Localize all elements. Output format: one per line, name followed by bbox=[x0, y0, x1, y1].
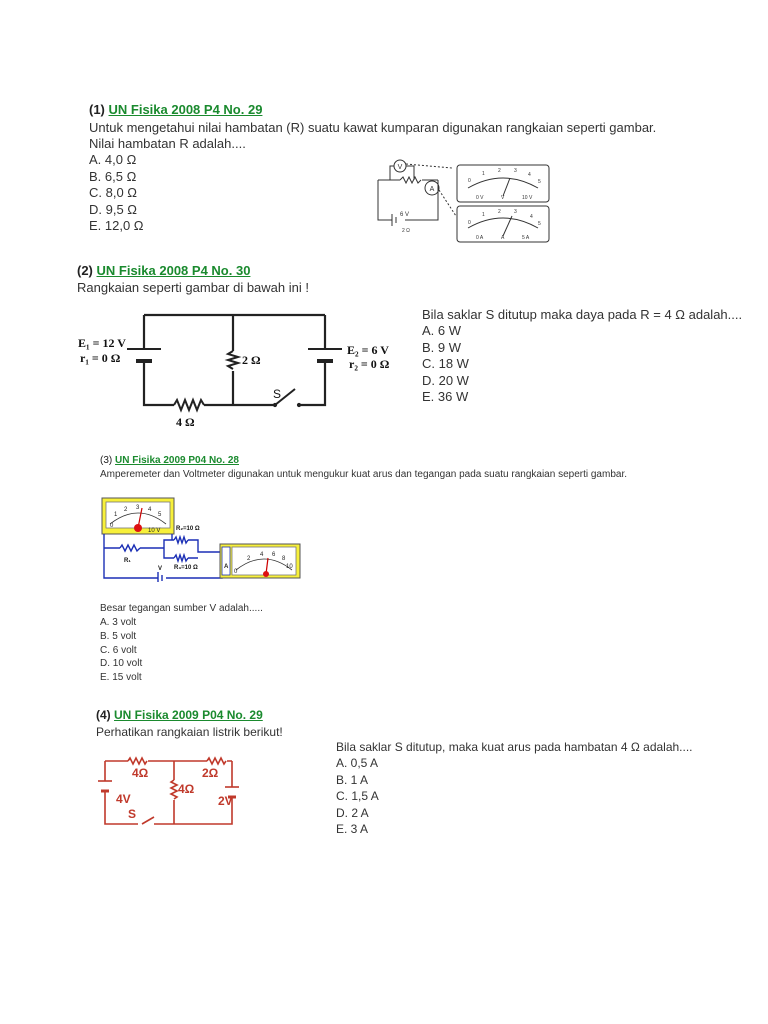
q4-heading bbox=[96, 707, 263, 724]
q1-option-e[interactable]: E. 12,0 Ω bbox=[89, 218, 144, 233]
q1-source-resistance: 2 Ω bbox=[402, 228, 410, 234]
q2-circuit-figure bbox=[70, 305, 410, 433]
q3-number: (3) bbox=[100, 455, 113, 466]
q4-number: (4) bbox=[96, 708, 111, 722]
q4-intro: Perhatikan rangkaian listrik berikut! bbox=[96, 725, 283, 739]
q3-vtick-1: 1 bbox=[114, 512, 118, 518]
q1-vtick-4: 4 bbox=[528, 172, 531, 178]
q3-r2-label: R₂=10 Ω bbox=[176, 526, 200, 532]
q3-ameter-symbol: A bbox=[224, 564, 229, 570]
q3-options bbox=[100, 616, 142, 685]
q2-source-link[interactable]: UN Fisika 2008 P4 No. 30 bbox=[96, 263, 251, 278]
q2-options bbox=[422, 323, 469, 406]
q1-atick-4: 4 bbox=[530, 214, 533, 220]
q3-circuit-figure bbox=[100, 496, 302, 582]
q1-vmeter-range-right: 10 V bbox=[522, 195, 533, 201]
q2-r2-label: r₂ = 0 Ω bbox=[349, 357, 390, 371]
q2-heading bbox=[77, 263, 250, 280]
q3-source-link[interactable]: UN Fisika 2009 P04 No. 28 bbox=[115, 455, 239, 466]
q2-intro: Rangkaian seperti gambar di bawah ini ! bbox=[77, 280, 309, 295]
q2-resistor-4ohm bbox=[174, 400, 204, 410]
q1-vtick-2: 2 bbox=[498, 168, 501, 174]
q4-option-a[interactable]: A. 0,5 A bbox=[336, 756, 379, 770]
q2-option-a[interactable]: A. 6 W bbox=[422, 323, 462, 338]
q3-wire-loop bbox=[104, 534, 222, 578]
q4-option-c[interactable]: C. 1,5 A bbox=[336, 789, 379, 803]
q3-option-d[interactable]: D. 10 volt bbox=[100, 658, 143, 670]
q2-switch-label: S bbox=[273, 387, 282, 401]
q3-question: Besar tegangan sumber V adalah..... bbox=[100, 603, 263, 614]
q1-atick-1: 1 bbox=[482, 212, 485, 218]
q1-circuit-figure bbox=[360, 158, 555, 244]
q2-option-d[interactable]: D. 20 W bbox=[422, 372, 469, 388]
q1-vtick-3: 3 bbox=[514, 168, 517, 174]
q3-voltmeter-pivot bbox=[134, 524, 142, 532]
q3-battery bbox=[158, 572, 162, 582]
q4-circuit-figure bbox=[98, 755, 240, 827]
q2-resistor-2ohm bbox=[228, 351, 238, 369]
q1-vtick-5: 5 bbox=[538, 179, 541, 185]
q3-atick-4: 4 bbox=[260, 552, 264, 558]
q3-atick-6: 6 bbox=[272, 552, 276, 558]
q1-voltmeter-needle bbox=[503, 178, 510, 196]
q1-ameter-label: A bbox=[501, 235, 505, 241]
q4-options bbox=[336, 755, 379, 838]
q1-source-voltage: 6 V bbox=[400, 212, 410, 218]
q4-resistor-4ohm-top bbox=[128, 758, 147, 764]
q3-r3-label: R₃=10 Ω bbox=[174, 565, 198, 571]
q3-ammeter-pivot bbox=[263, 571, 269, 577]
q1-option-a[interactable]: A. 4,0 Ω bbox=[89, 152, 137, 167]
q2-option-b[interactable]: B. 9 W bbox=[422, 339, 462, 355]
q4-r-mid-label: 4Ω bbox=[178, 782, 195, 796]
q3-option-b[interactable]: B. 5 volt bbox=[100, 630, 137, 642]
q1-vtick-1: 1 bbox=[482, 171, 485, 177]
q3-vtick-2: 2 bbox=[124, 507, 128, 513]
q3-atick-2: 2 bbox=[247, 556, 251, 562]
q1-text-line1: Untuk mengetahui nilai hambatan (R) suatu kawat kumparan digunakan rangkaian seperti gambar. bbox=[89, 120, 657, 135]
q1-option-d[interactable]: D. 9,5 Ω bbox=[89, 201, 138, 217]
q4-option-d[interactable]: D. 2 A bbox=[336, 805, 369, 820]
q4-v-right-label: 2V bbox=[218, 794, 233, 808]
q4-source-link[interactable]: UN Fisika 2009 P04 No. 29 bbox=[114, 708, 263, 722]
q4-v-left-label: 4V bbox=[116, 792, 131, 806]
q1-battery bbox=[392, 214, 396, 226]
q3-vtick-5: 5 bbox=[158, 512, 162, 518]
q1-option-c[interactable]: C. 8,0 Ω bbox=[89, 185, 138, 200]
q2-r1-label: r₁ = 0 Ω bbox=[80, 351, 121, 365]
q4-option-e[interactable]: E. 3 A bbox=[336, 822, 369, 836]
q1-atick-3: 3 bbox=[514, 209, 517, 215]
q2-e2-label: E₂ = 6 V bbox=[347, 343, 389, 357]
q4-option-b[interactable]: B. 1 A bbox=[336, 772, 369, 787]
q3-vmeter-zero: 0 bbox=[110, 523, 114, 529]
q4-resistor-2ohm bbox=[207, 758, 226, 764]
q1-ammeter-needle bbox=[503, 216, 512, 236]
q3-option-a[interactable]: A. 3 volt bbox=[100, 617, 137, 628]
q1-option-b[interactable]: B. 6,5 Ω bbox=[89, 168, 137, 184]
q2-option-e[interactable]: E. 36 W bbox=[422, 389, 469, 404]
q3-atick-8: 8 bbox=[282, 556, 286, 562]
q3-option-c[interactable]: C. 6 volt bbox=[100, 644, 137, 656]
q4-resistor-4ohm-mid bbox=[171, 780, 177, 799]
q3-resistor-r3 bbox=[174, 555, 188, 561]
q3-vtick-3: 3 bbox=[136, 505, 140, 511]
q3-resistor-r2 bbox=[174, 537, 188, 543]
q3-ameter-zero: 0 bbox=[234, 569, 238, 575]
q3-heading bbox=[100, 454, 239, 468]
q1-options bbox=[89, 152, 144, 235]
q3-option-e[interactable]: E. 15 volt bbox=[100, 672, 142, 684]
q1-heading bbox=[89, 102, 262, 119]
q3-source-label: V bbox=[158, 566, 163, 572]
q3-ameter-max: 10 bbox=[286, 564, 293, 570]
q1-source-link[interactable]: UN Fisika 2008 P4 No. 29 bbox=[108, 102, 263, 117]
q2-number: (2) bbox=[77, 263, 93, 278]
q2-e1-label: E₁ = 12 V bbox=[78, 336, 126, 350]
q1-atick-5: 5 bbox=[538, 221, 541, 227]
q2-bottom-resistor-label: 4 Ω bbox=[176, 415, 195, 429]
q1-ameter-range-left: 0 A bbox=[476, 235, 484, 241]
q3-vtick-4: 4 bbox=[148, 507, 152, 513]
q1-coil-resistor bbox=[400, 177, 421, 183]
q2-mid-resistor-label: 2 Ω bbox=[242, 353, 261, 367]
q1-number: (1) bbox=[89, 102, 105, 117]
q4-switch-label: S bbox=[128, 807, 137, 821]
q1-text-line2: Nilai hambatan R adalah.... bbox=[89, 136, 246, 151]
q4-r-right-label: 2Ω bbox=[202, 766, 219, 780]
q4-question: Bila saklar S ditutup, maka kuat arus pada hambatan 4 Ω adalah.... bbox=[336, 740, 693, 754]
q3-intro: Amperemeter dan Voltmeter digunakan untuk mengukur kuat arus dan tegangan pada suatu rangkaian seperti gambar. bbox=[100, 469, 628, 480]
q1-vmeter-range-left: 0 V bbox=[476, 195, 484, 201]
q2-option-c[interactable]: C. 18 W bbox=[422, 356, 469, 371]
q1-atick-2: 2 bbox=[498, 209, 501, 215]
q2-question: Bila saklar S ditutup maka daya pada R = 4 Ω adalah.... bbox=[422, 307, 743, 322]
q1-voltmeter-symbol: V bbox=[397, 164, 403, 171]
q4-r-left-label: 4Ω bbox=[132, 766, 149, 780]
q1-vmeter-label: V bbox=[501, 195, 505, 201]
q3-resistor-r1 bbox=[120, 545, 140, 551]
q1-ammeter-symbol: A bbox=[429, 186, 435, 193]
q1-atick-0: 0 bbox=[468, 220, 471, 226]
q1-ameter-range-right: 5 A bbox=[522, 235, 530, 241]
q3-vmeter-max: 10 V bbox=[148, 528, 161, 534]
q1-vtick-0: 0 bbox=[468, 178, 471, 184]
q3-r1-label: R₁ bbox=[124, 558, 131, 564]
